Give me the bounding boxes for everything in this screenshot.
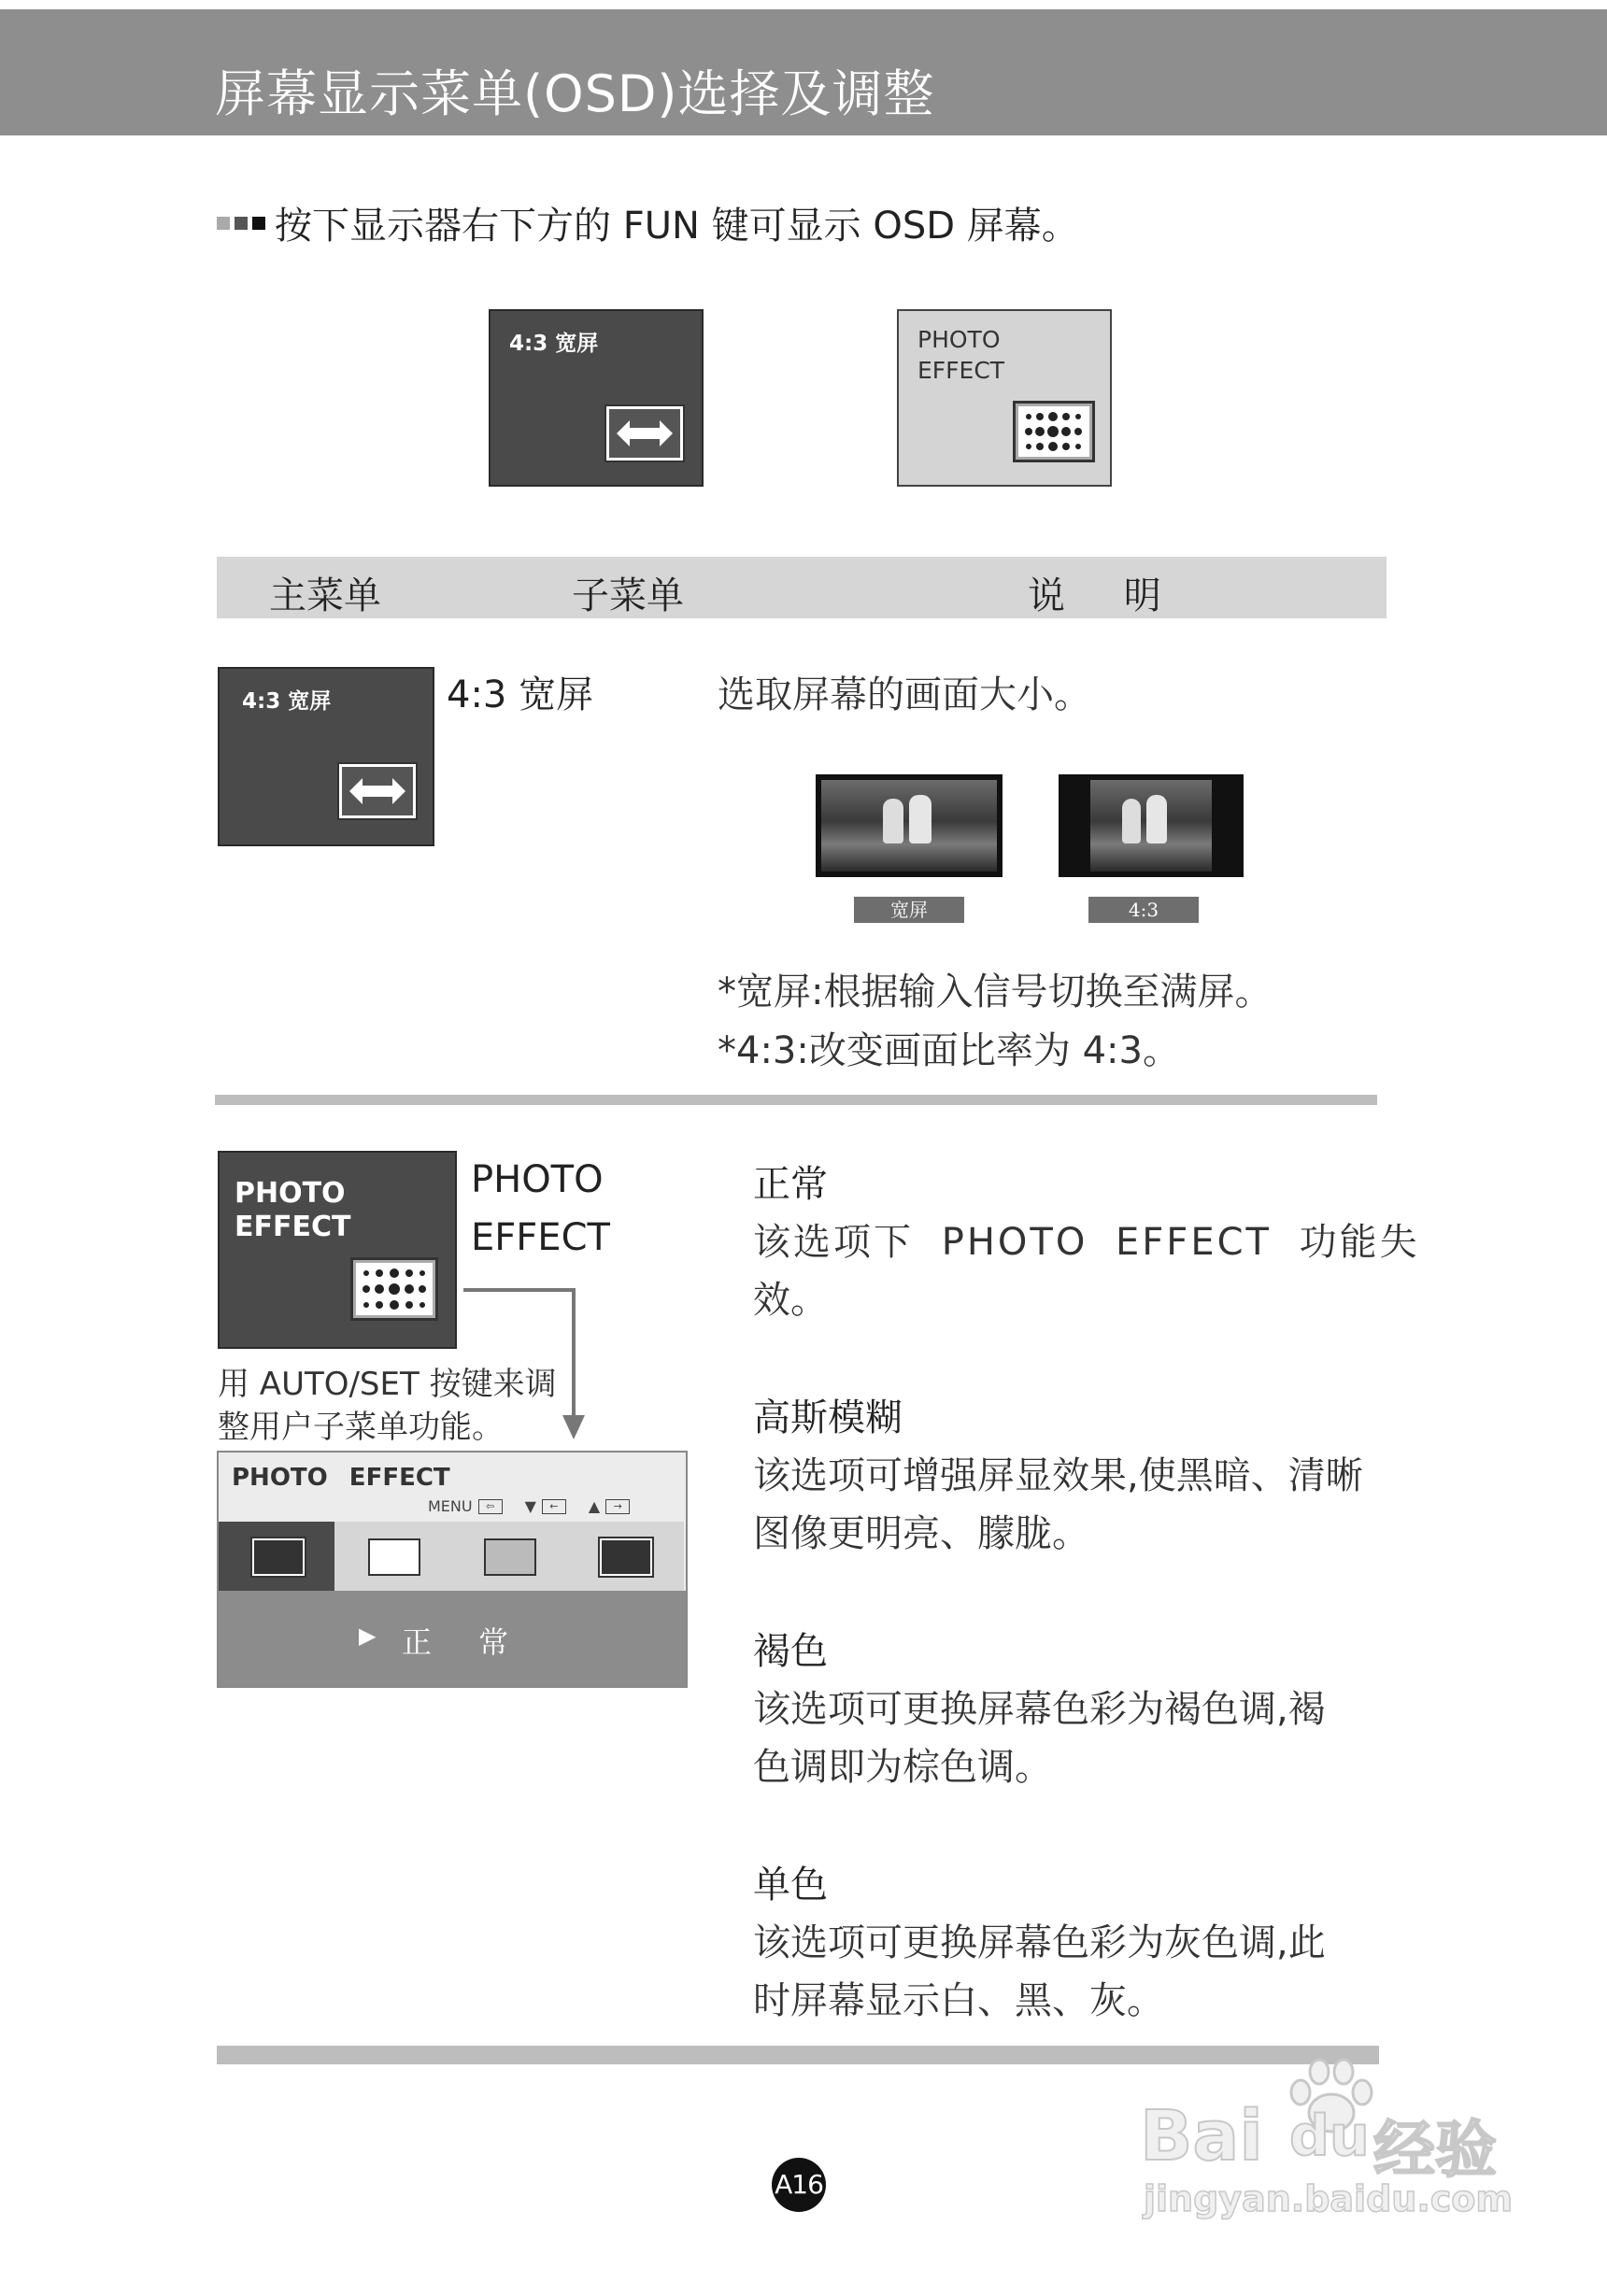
photo-effect-osd-icon <box>897 309 1112 487</box>
sepia-effect-icon <box>484 1538 536 1576</box>
photo-effect-label-2: EFFECT <box>917 357 1005 384</box>
section1-osd-label: 4:3 宽屏 <box>242 689 332 714</box>
section2-osd-label-1: PHOTO <box>235 1177 346 1210</box>
section2-submenu-1: PHOTO <box>471 1158 604 1201</box>
section2-osd-icon <box>218 1151 457 1349</box>
dot-grid-icon <box>350 1257 438 1321</box>
item-title-sepia: 褐色 <box>753 1630 828 1673</box>
photo-effect-label-1: PHOTO <box>917 326 1001 353</box>
menu-selected-value: 正 常 <box>402 1624 509 1660</box>
watermark-brand: Bai <box>1140 2096 1263 2176</box>
up-triangle-icon: ▲ <box>588 1497 601 1515</box>
section1-note-1: *宽屏:根据输入信号切换至满屏。 <box>718 971 1273 1013</box>
effect-tab-normal[interactable] <box>219 1522 336 1591</box>
item-desc-gaussian-2: 图像更明亮、朦胧。 <box>753 1512 1089 1555</box>
intro-text: 按下显示器右下方的 FUN 键可显示 OSD 屏幕。 <box>275 205 1079 248</box>
watermark-brand-2: du <box>1289 2104 1370 2169</box>
section2-submenu-2: EFFECT <box>471 1216 610 1259</box>
page-title: 屏幕显示菜单(OSD)选择及调整 <box>215 64 935 123</box>
table-header <box>217 557 1387 618</box>
section-separator <box>215 1095 1377 1105</box>
dot-grid-icon <box>1013 401 1095 462</box>
usage-line-1: 用 AUTO/SET 按键来调 <box>218 1366 557 1403</box>
gaussian-effect-icon <box>368 1538 420 1576</box>
mono-effect-icon <box>600 1538 652 1576</box>
baidu-watermark <box>1140 2055 1523 2223</box>
item-desc-mono-1: 该选项可更换屏幕色彩为灰色调,此 <box>753 1921 1326 1964</box>
item-desc-gaussian-1: 该选项可增强屏显效果,使黑暗、清晰 <box>753 1454 1363 1497</box>
effect-tab-gaussian[interactable] <box>334 1522 452 1591</box>
col-main-menu: 主菜单 <box>269 574 381 617</box>
menu-panel-controls <box>428 1497 630 1515</box>
item-desc-normal-1: 该选项下 PHOTO EFFECT 功能失 <box>753 1221 1420 1264</box>
horizontal-arrow-icon <box>339 764 416 818</box>
left-arrow-icon: ← <box>542 1499 566 1514</box>
normal-effect-icon <box>252 1538 305 1576</box>
horizontal-arrow-icon <box>606 406 683 461</box>
section1-note-2: *4:3:改变画面比率为 4:3。 <box>718 1029 1180 1072</box>
item-desc-normal-2: 效。 <box>753 1279 828 1322</box>
item-title-mono: 单色 <box>753 1864 828 1906</box>
right-arrow-icon: → <box>605 1499 630 1514</box>
intro-line <box>217 196 1079 249</box>
usage-line-2: 整用户子菜单功能。 <box>218 1409 504 1446</box>
section1-description: 选取屏幕的画面大小。 <box>718 673 1091 716</box>
item-desc-sepia-1: 该选项可更换屏幕色彩为褐色调,褐 <box>753 1688 1326 1731</box>
item-title-normal: 正常 <box>753 1163 828 1206</box>
section1-submenu: 4:3 宽屏 <box>447 673 594 716</box>
col-sub-menu: 子菜单 <box>572 574 684 617</box>
watermark-url: jingyan.baidu.com <box>1144 2178 1513 2219</box>
bullet-square-dark <box>252 217 265 230</box>
item-title-gaussian: 高斯模糊 <box>753 1396 903 1439</box>
bullet-square-light <box>217 217 230 230</box>
widescreen-sample-photo <box>816 774 1003 877</box>
section2-osd-label-2: EFFECT <box>235 1211 351 1243</box>
down-triangle-icon: ▼ <box>524 1497 536 1515</box>
item-desc-mono-2: 时屏幕显示白、黑、灰。 <box>753 1979 1164 2022</box>
menu-label: MENU <box>428 1497 473 1515</box>
effect-tab-sepia[interactable] <box>450 1522 568 1591</box>
menu-selected-bar <box>219 1591 686 1686</box>
exit-icon: ⇦ <box>478 1499 503 1514</box>
watermark-cn: 经验 <box>1373 2114 1497 2186</box>
item-desc-sepia-2: 色调即为棕色调。 <box>753 1746 1052 1789</box>
widescreen-caption: 宽屏 <box>854 897 964 923</box>
widescreen-osd-label: 4:3 宽屏 <box>509 332 599 356</box>
effect-tab-mono[interactable] <box>566 1522 684 1591</box>
section1-osd-icon <box>218 667 434 846</box>
ratio-4-3-caption: 4:3 <box>1088 897 1199 923</box>
photo-effect-menu-panel <box>217 1451 688 1688</box>
menu-panel-title: PHOTO EFFECT <box>232 1464 450 1492</box>
ratio-4-3-sample-photo <box>1059 774 1244 877</box>
page-number: A16 <box>772 2158 826 2212</box>
play-triangle-icon: ▶ <box>359 1623 377 1649</box>
bullet-square-mid <box>235 217 248 230</box>
widescreen-osd-icon <box>489 309 704 487</box>
col-description: 说 明 <box>1028 574 1161 617</box>
